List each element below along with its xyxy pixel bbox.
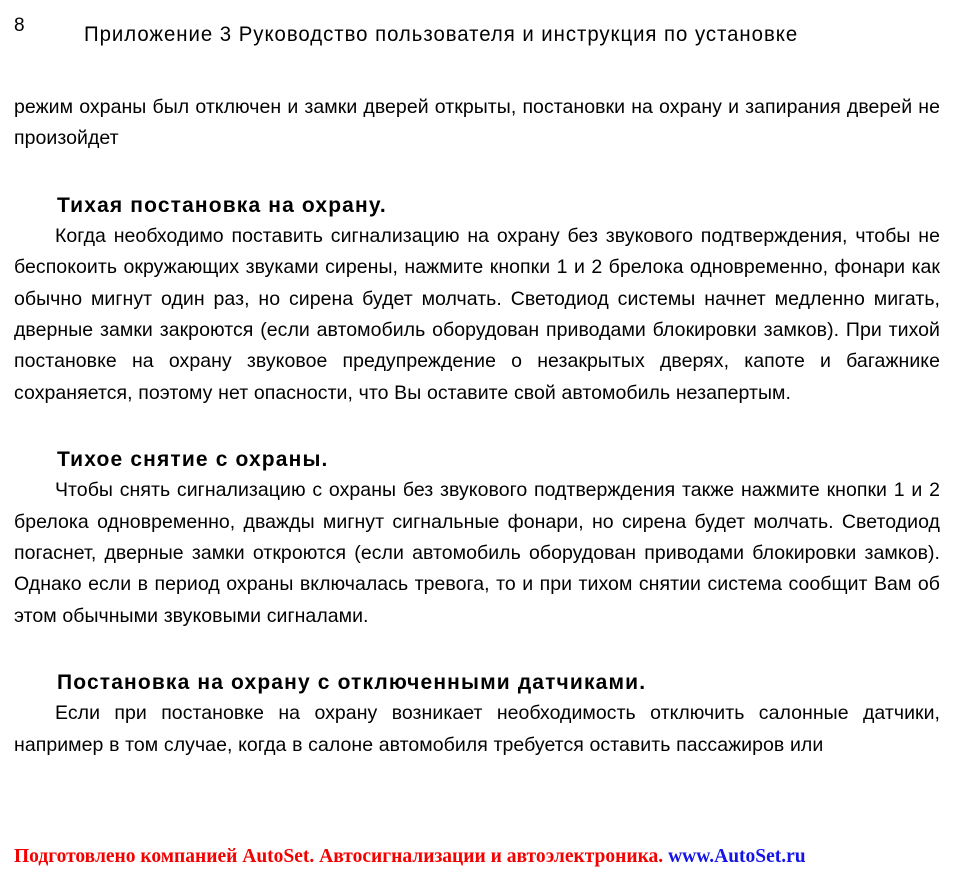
intro-paragraph: режим охраны был отключен и замки дверей открыты, постановки на охрану и запирания дверей не произойдет	[14, 96, 940, 150]
page-title: Приложение 3 Руководство пользователя и инструкция по установке	[84, 23, 799, 46]
section-heading-arming-sensors-off: Постановка на охрану с отключенными датчиками.	[57, 671, 647, 695]
spacer	[14, 155, 940, 191]
footer-url-link[interactable]: www.AutoSet.ru	[668, 846, 806, 867]
section-paragraph-quiet-disarming: Чтобы снять сигнализацию с охраны без звукового подтверждения также нажмите кнопки 1 и 2 брелока одновременно, дважды мигнут сигнальные фонари, но сирена будет молчать. Светодиод погаснет, дверные замки откроются (если автомобиль оборудован приводами блокировки замков). Однако если в период охраны включалась тревога, то и при тихом снятии система сообщит Вам об этом обычными звуковыми сигналами.	[14, 479, 940, 627]
footer-credit: Подготовлено компанией AutoSet. Автосигнализации и автоэлектроника.	[14, 846, 664, 867]
spacer	[14, 632, 940, 668]
spacer	[14, 409, 940, 445]
page-footer	[14, 845, 940, 869]
page-header	[0, 14, 954, 56]
page-number: 8	[14, 15, 25, 36]
section-paragraph-quiet-arming: Когда необходимо поставить сигнализацию на охрану без звукового подтверждения, чтобы не беспокоить окружающих звуками сирены, нажмите кнопки 1 и 2 брелока одновременно, фонари как обычно мигнут один раз, но сирена будет молчать. Светодиод системы начнет медленно мигать, дверные замки закроются (если автомобиль оборудован приводами блокировки замков). При тихой постановке на охрану звуковое предупреждение о незакрытых дверях, капоте и багажнике сохраняется, поэтому нет опасности, что Вы оставите свой автомобиль незапертым.	[14, 224, 940, 404]
section-heading-quiet-arming: Тихая постановка на охрану.	[57, 193, 387, 217]
section-heading-quiet-disarming: Тихое снятие с охраны.	[57, 448, 329, 472]
document-body	[14, 92, 940, 761]
section-paragraph-arming-sensors-off: Если при постановке на охрану возникает необходимость отключить салонные датчики, например в том случае, когда в салоне автомобиля требуется оставить пассажиров или	[14, 702, 940, 756]
